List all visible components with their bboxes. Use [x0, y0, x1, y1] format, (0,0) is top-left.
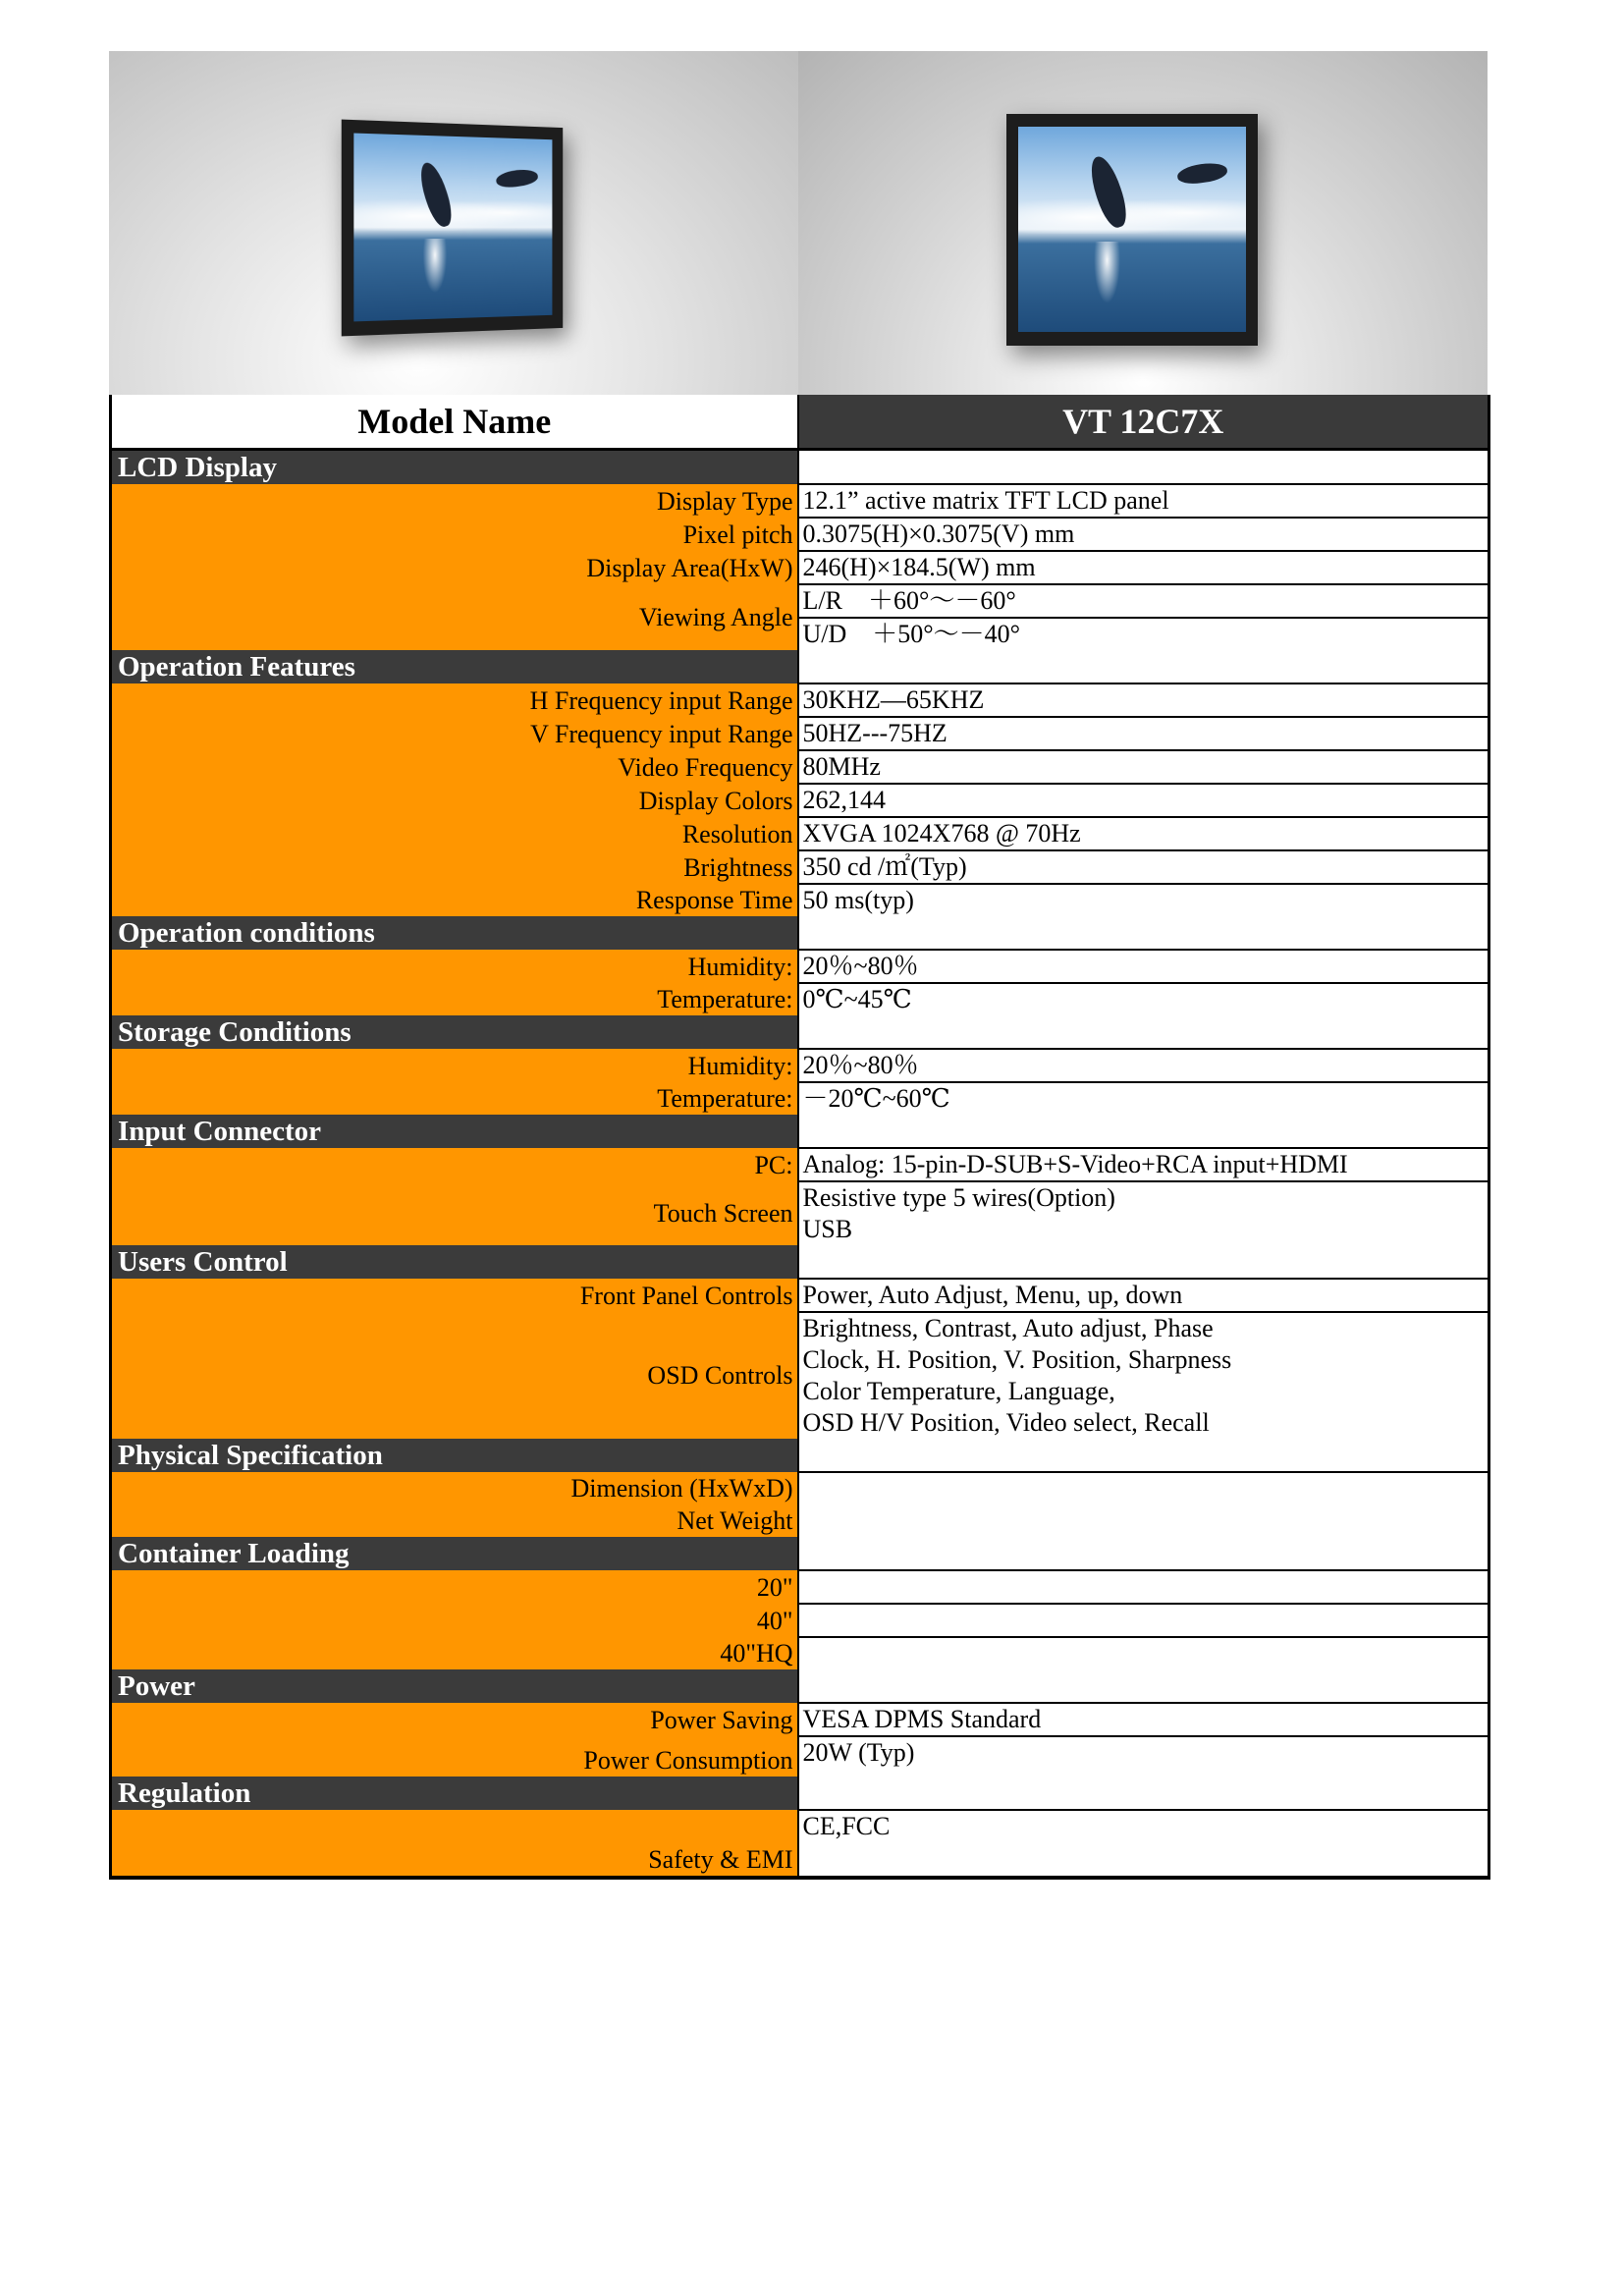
- spec-value: [798, 1472, 1489, 1537]
- section-blank-cell: [798, 1015, 1489, 1049]
- table-header-row: [111, 395, 1489, 450]
- section-header-row: [111, 1245, 1489, 1279]
- spec-row: [111, 1570, 1489, 1604]
- section-blank-cell: [798, 1439, 1489, 1472]
- spec-row: [111, 1472, 1489, 1504]
- spec-value: [798, 884, 1489, 916]
- spec-value: [798, 1049, 1489, 1082]
- spec-label: Video Frequency: [111, 750, 798, 784]
- spec-label: Power Consumption: [111, 1736, 798, 1777]
- spec-row: [111, 1049, 1489, 1082]
- spec-row: [111, 1810, 1489, 1878]
- section-blank-cell: [798, 1245, 1489, 1279]
- spec-row: [111, 518, 1489, 551]
- model-name-value: VT 12C7X: [798, 395, 1489, 450]
- spec-label: 40": [111, 1604, 798, 1637]
- spec-value-line: XVGA 1024X768 @ 70Hz: [802, 819, 1081, 847]
- spec-value: [798, 983, 1489, 1015]
- spec-row: [111, 551, 1489, 584]
- spec-label: Touch Screen: [111, 1181, 798, 1245]
- spec-label: PC:: [111, 1148, 798, 1181]
- spec-label: Response Time: [111, 884, 798, 916]
- spec-value-line: [803, 1571, 1489, 1603]
- spec-value-line: U/D ＋50°～－40°: [799, 617, 1489, 650]
- section-header-row: [111, 1015, 1489, 1049]
- spec-row: [111, 1604, 1489, 1637]
- spec-value-line: 20W (Typ): [802, 1738, 915, 1767]
- spec-label: Humidity:: [111, 950, 798, 983]
- section-blank-cell: [798, 1669, 1489, 1703]
- spec-value-line: Color Temperature, Language,: [802, 1377, 1115, 1405]
- section-title: Power: [111, 1669, 798, 1703]
- spec-row: [111, 584, 1489, 650]
- spec-value: [798, 1637, 1489, 1669]
- spec-label: Dimension (HxWxD): [111, 1472, 798, 1504]
- spec-value-line: 20％~80％: [802, 1051, 919, 1079]
- section-header-row: [111, 1439, 1489, 1472]
- spec-row: [111, 1703, 1489, 1736]
- spec-label: OSD Controls: [111, 1312, 798, 1439]
- spec-row: [111, 750, 1489, 784]
- spec-value-line: USB: [802, 1215, 853, 1243]
- section-title: Users Control: [111, 1245, 798, 1279]
- spec-table: [109, 395, 1490, 1880]
- spec-row: [111, 1637, 1489, 1669]
- spec-label: 20": [111, 1570, 798, 1604]
- spec-row: [111, 983, 1489, 1015]
- section-header-row: [111, 1537, 1489, 1570]
- spec-value: [798, 717, 1489, 750]
- spec-row: [111, 817, 1489, 850]
- spec-value: [798, 1279, 1489, 1312]
- spec-value: [798, 850, 1489, 884]
- spec-value: [798, 1312, 1489, 1439]
- section-blank-cell: [798, 1537, 1489, 1570]
- spec-value-line: 262,144: [802, 786, 886, 814]
- spec-value-line: Clock, H. Position, V. Position, Sharpness: [802, 1345, 1232, 1374]
- section-title: Container Loading: [111, 1537, 798, 1570]
- section-title: Regulation: [111, 1777, 798, 1810]
- spec-value-line: VESA DPMS Standard: [802, 1705, 1042, 1733]
- spec-value-line: Resistive type 5 wires(Option): [802, 1183, 1115, 1212]
- spec-row: [111, 1736, 1489, 1777]
- spec-value: [798, 1148, 1489, 1181]
- spec-value: [798, 750, 1489, 784]
- section-title: Storage Conditions: [111, 1015, 798, 1049]
- spec-label: Temperature:: [111, 1082, 798, 1115]
- spec-value: [798, 551, 1489, 584]
- spec-label: Power Saving: [111, 1703, 798, 1736]
- section-blank-cell: [798, 1115, 1489, 1148]
- section-blank-cell: [798, 916, 1489, 950]
- spec-label: H Frequency input Range: [111, 683, 798, 717]
- spec-value: [798, 1604, 1489, 1637]
- spec-row: [111, 1148, 1489, 1181]
- spec-value-line: 80MHz: [802, 752, 881, 781]
- section-title: Operation conditions: [111, 916, 798, 950]
- section-header-row: [111, 650, 1489, 683]
- spec-label: Safety & EMI: [111, 1810, 798, 1878]
- spec-label: Pixel pitch: [111, 518, 798, 551]
- spec-row: [111, 484, 1489, 518]
- section-header-row: [111, 1777, 1489, 1810]
- spec-label: Display Type: [111, 484, 798, 518]
- spec-value-line: 50HZ---75HZ: [802, 719, 947, 747]
- spec-value: [798, 1736, 1489, 1777]
- section-title: Physical Specification: [111, 1439, 798, 1472]
- section-blank-cell: [798, 1777, 1489, 1810]
- spec-label: Front Panel Controls: [111, 1279, 798, 1312]
- spec-label: Temperature:: [111, 983, 798, 1015]
- section-header-row: [111, 1115, 1489, 1148]
- spec-value-line: [803, 1638, 1489, 1669]
- spec-value-line: Power, Auto Adjust, Menu, up, down: [802, 1281, 1183, 1309]
- spec-label: V Frequency input Range: [111, 717, 798, 750]
- spec-value: [798, 1810, 1489, 1878]
- spec-value-line: 350 cd /㎡(Typ): [802, 852, 967, 881]
- spec-value: [798, 1082, 1489, 1115]
- section-header-row: [111, 450, 1489, 485]
- section-header-row: [111, 1669, 1489, 1703]
- spec-row: [111, 784, 1489, 817]
- spec-label: Display Area(HxW): [111, 551, 798, 584]
- spec-value-line: Brightness, Contrast, Auto adjust, Phase: [802, 1314, 1214, 1342]
- spec-value: [798, 518, 1489, 551]
- section-title: Operation Features: [111, 650, 798, 683]
- spec-value-line: 20％~80％: [802, 952, 919, 980]
- spec-value: [798, 1570, 1489, 1604]
- monitor-front-photo: [798, 51, 1488, 395]
- spec-row: [111, 850, 1489, 884]
- spec-value: [798, 1181, 1489, 1245]
- screen-dolphin-image: [353, 134, 552, 322]
- monitor-image: [342, 120, 563, 337]
- section-blank-cell: [798, 450, 1489, 485]
- spec-row: [111, 1279, 1489, 1312]
- spec-row: [111, 884, 1489, 916]
- section-header-row: [111, 916, 1489, 950]
- spec-label: Net Weight: [111, 1504, 798, 1537]
- spec-row: [111, 1082, 1489, 1115]
- spec-value: [798, 1703, 1489, 1736]
- spec-value-line: Analog: 15-pin-D-SUB+S-Video+RCA input+HDMI: [802, 1150, 1348, 1178]
- spec-value: [798, 784, 1489, 817]
- section-blank-cell: [798, 650, 1489, 683]
- section-title: Input Connector: [111, 1115, 798, 1148]
- spec-label: Viewing Angle: [111, 584, 798, 650]
- spec-value-line: OSD H/V Position, Video select, Recall: [802, 1408, 1210, 1437]
- spec-value: [798, 484, 1489, 518]
- spec-value: [798, 817, 1489, 850]
- spec-label: Brightness: [111, 850, 798, 884]
- spec-row: [111, 950, 1489, 983]
- spec-value-line: CE,FCC: [802, 1812, 891, 1840]
- spec-value-line: [803, 1605, 1489, 1636]
- product-photos: [109, 51, 1488, 395]
- spec-value-line: －20℃~60℃: [802, 1084, 950, 1113]
- spec-value: [798, 584, 1489, 650]
- spec-value-line: 30KHZ—65KHZ: [802, 685, 985, 714]
- spec-label: 40"HQ: [111, 1637, 798, 1669]
- spec-row: [111, 683, 1489, 717]
- spec-value-line: [803, 1490, 1489, 1521]
- section-title: LCD Display: [111, 450, 798, 485]
- spec-value-line: L/R ＋60°～－60°: [802, 586, 1016, 615]
- spec-row: [111, 717, 1489, 750]
- spec-label: Humidity:: [111, 1049, 798, 1082]
- model-name-label: Model Name: [111, 395, 798, 450]
- spec-value-line: 246(H)×184.5(W) mm: [802, 553, 1036, 581]
- spec-value: [798, 950, 1489, 983]
- spec-row: [111, 1181, 1489, 1245]
- spec-value-line: 0℃~45℃: [802, 985, 912, 1013]
- screen-dolphin-image: [1018, 127, 1246, 332]
- spec-value-line: 0.3075(H)×0.3075(V) mm: [802, 519, 1075, 548]
- spec-label: Display Colors: [111, 784, 798, 817]
- spec-label: Resolution: [111, 817, 798, 850]
- spec-value: [798, 683, 1489, 717]
- monitor-angled-photo: [109, 51, 798, 395]
- spec-row: [111, 1312, 1489, 1439]
- spec-value-line: 50 ms(typ): [802, 886, 914, 914]
- spec-value-line: 12.1” active matrix TFT LCD panel: [802, 486, 1169, 515]
- monitor-image: [1006, 114, 1258, 346]
